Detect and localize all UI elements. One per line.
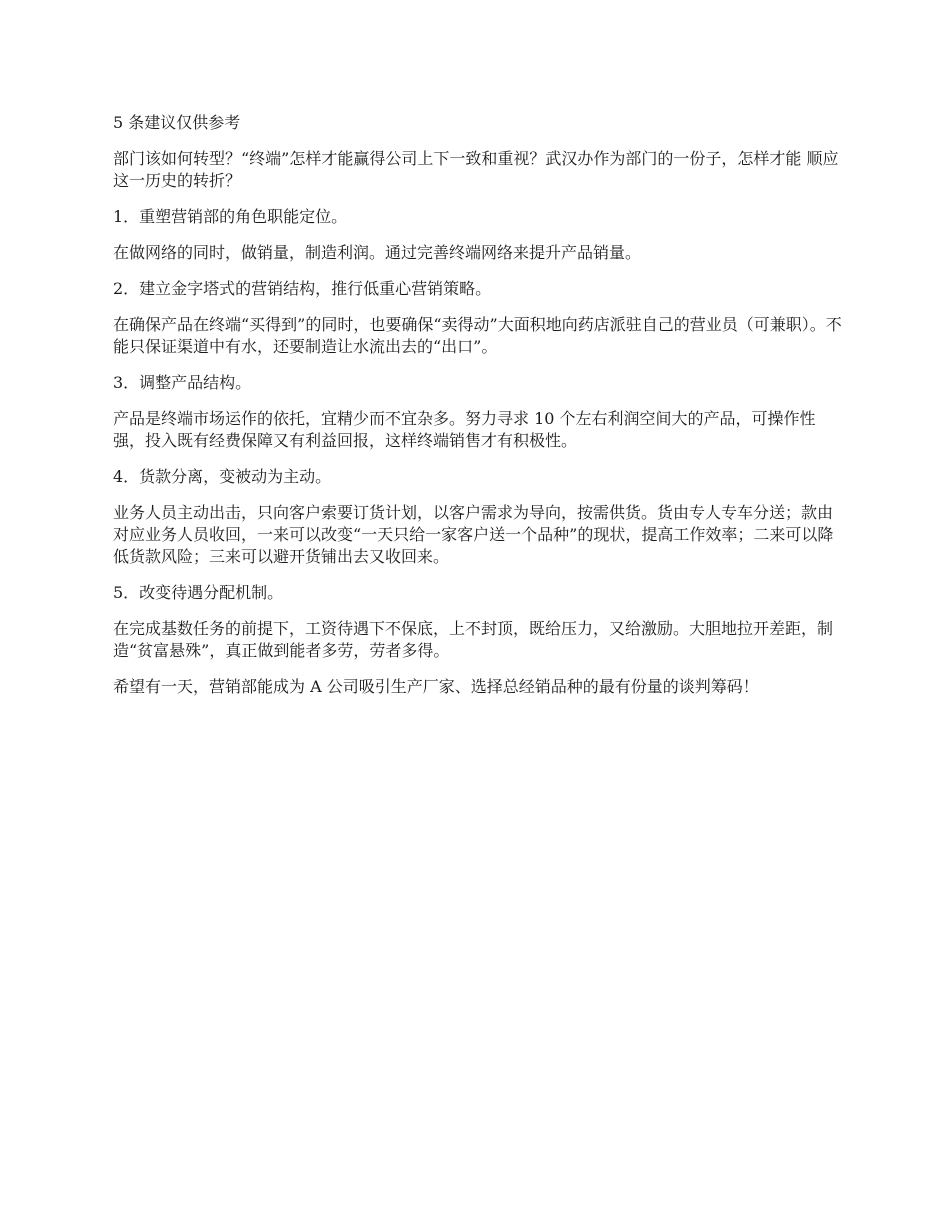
suggestion-4-heading: 4．货款分离，变被动为主动。: [113, 467, 332, 486]
suggestion-3-body: 产品是终端市场运作的依托，宜精少而不宜杂多。努力寻求 10 个左右利润空间大的产品，可操作性强，投入既有经费保障又有利益回报，这样终端销售才有积极性。: [113, 409, 816, 450]
closing-paragraph: 希望有一天，营销部能成为 A 公司吸引生产厂家、选择总经销品种的最有份量的谈判筹码！: [113, 677, 759, 696]
suggestion-1-heading: 1．重塑营销部的角色职能定位。: [113, 207, 348, 226]
suggestion-5-heading: 5．改变待遇分配机制。: [113, 583, 284, 602]
suggestion-2-heading: 2．建立金字塔式的营销结构，推行低重心营销策略。: [113, 279, 492, 298]
suggestion-4-body: 业务人员主动出击，只向客户索要订货计划，以客户需求为导向，按需供货。货由专人专车分送；款由对应业务人员收回，一来可以改变“一天只给一家客户送一个品种”的现状，提高工作效率；二来可以降低货款风险；三来可以避开货铺出去又收回来。: [113, 503, 834, 566]
suggestion-1-body: 在做网络的同时，做销量，制造利润。通过完善终端网络来提升产品销量。: [113, 243, 642, 262]
document-page: [113, 112, 843, 712]
document-heading: 5 条建议仅供参考: [113, 113, 241, 132]
suggestion-3-heading: 3．调整产品结构。: [113, 373, 252, 392]
suggestion-2-body: 在确保产品在终端“买得到”的同时，也要确保“卖得动”大面积地向药店派驻自己的营业员（可兼职）。不能只保证渠道中有水，还要制造让水流出去的“出口”。: [113, 315, 842, 356]
intro-paragraph: 部门该如何转型？“终端”怎样才能赢得公司上下一致和重视？武汉办作为部门的一份子，怎样才能 顺应这一历史的转折？: [113, 149, 839, 190]
suggestion-5-body: 在完成基数任务的前提下，工资待遇下不保底，上不封顶，既给压力，又给激励。大胆地拉开差距，制造“贫富悬殊”，真正做到能者多劳，劳者多得。: [113, 619, 834, 660]
